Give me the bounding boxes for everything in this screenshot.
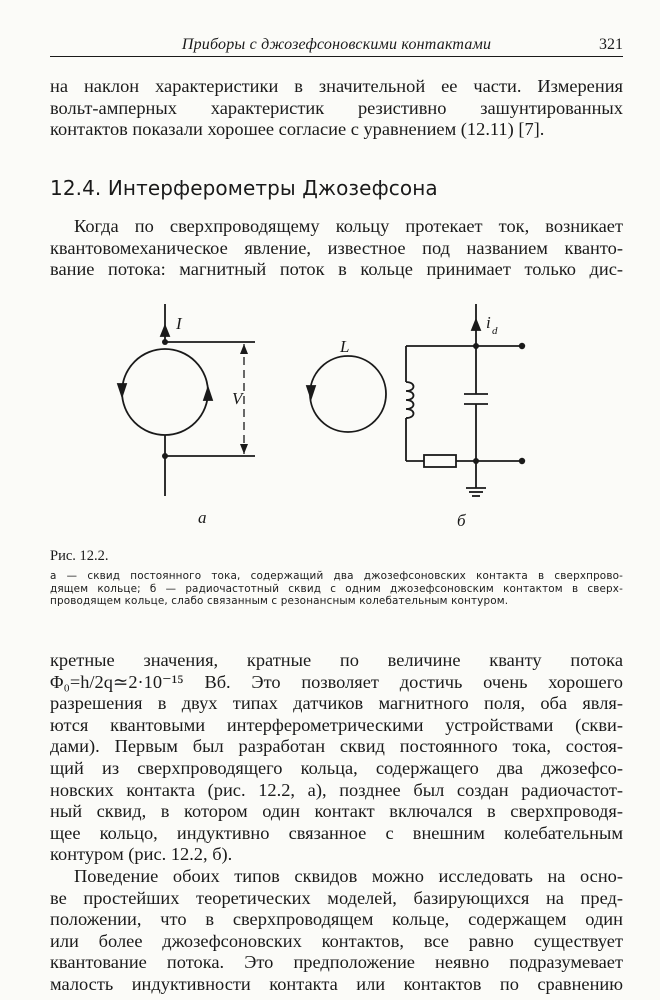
current-arrow-icon — [161, 326, 169, 336]
page-number: 321 — [599, 36, 623, 53]
junction-left-icon — [118, 384, 126, 396]
text-line: квантовомеханическое явление, известное под названием кванто- — [50, 237, 623, 258]
running-title: Приборы с джозефсоновскими контактами — [181, 36, 492, 53]
text-line: ются квантовыми интерферометрическими устройствами (скви- — [50, 714, 623, 735]
figure-caption — [50, 570, 623, 608]
junction-icon — [307, 386, 315, 398]
figure-caption-title: Рис. 12.2. — [50, 548, 109, 564]
text-line: Когда по сверхпроводящему кольцу протекает ток, возникает — [74, 216, 623, 236]
tank-circuit — [406, 304, 522, 496]
caption-line: а — сквид постоянного тока, содержащий два джозефсоновских контакта в сверхпрово- — [50, 570, 623, 582]
text-line: или более джозефсоновских контактов, все равно существует — [50, 930, 623, 951]
figure-squid-schematics — [100, 296, 560, 536]
resistor — [424, 455, 456, 467]
text-line: щий из сверхпроводящего кольца, содержащего два джозефсо- — [50, 757, 623, 778]
text-line: разрешения в двух типах датчиков магнитного поля, оба явля- — [50, 693, 623, 714]
paragraph-main — [50, 650, 623, 866]
label-inductance-L: L — [340, 337, 350, 356]
text-line: ве простейших теоретических моделей, базирующихся на пред- — [50, 887, 623, 908]
text-line: вольт-амперных характеристик резистивно зашунтированных — [50, 97, 623, 118]
paragraph-continuation — [50, 76, 623, 141]
rf-squid-ring — [307, 356, 386, 432]
text-line: квантование потока. Это предположение неявно подразумевает — [50, 952, 623, 973]
text-line: дами). Первым был разработан сквид постоянного тока, состоя- — [50, 736, 623, 757]
text-line: на наклон характеристики в значительной ее части. Измерения — [50, 76, 623, 96]
text-line: контактов показали хорошее согласие с уравнением (12.11) [7]. — [50, 119, 545, 140]
label-current-i: i — [486, 313, 491, 332]
text-line: Φ₀=h/2q≃2·10⁻¹⁵ Вб. Это позволяет достичь очень хорошего — [50, 671, 623, 692]
paragraph-last — [50, 866, 623, 996]
inductor-coil — [406, 382, 414, 418]
text-line: положении, что в сверхпроводящем кольце, содержащем один — [50, 909, 623, 930]
label-voltage-V: V — [232, 389, 243, 408]
junction-right-icon — [204, 388, 212, 400]
text-line: Поведение обоих типов сквидов можно исследовать на осно- — [74, 866, 623, 886]
label-current-subscript: d — [492, 325, 498, 337]
circuit-diagram — [100, 296, 560, 536]
text-line: вание потока: магнитный поток в кольце принимает только дис- — [50, 259, 623, 280]
text-line: щее кольцо, индуктивно связанное с внешним колебательным — [50, 822, 623, 843]
section-heading: 12.4. Интерферометры Джозефсона — [50, 176, 438, 200]
caption-line: проводящем кольце, слабо связанным с резонансным колебательным контуром. — [50, 595, 509, 608]
label-subfigure-a: а — [198, 508, 207, 527]
text-line: новских контакта (рис. 12.2, а), позднее был создан радиочастот- — [50, 779, 623, 800]
text-line: ный сквид, в котором один контакт включался в сверхпроводя- — [50, 801, 623, 822]
text-line: контуром (рис. 12.2, б). — [50, 844, 233, 865]
running-header — [50, 34, 623, 57]
drive-current-arrow-icon — [472, 320, 480, 330]
nodes — [162, 339, 525, 464]
label-subfigure-b: б — [457, 511, 466, 530]
text-line: кретные значения, кратные по величине кванту потока — [50, 650, 623, 670]
superconducting-ring-a — [122, 349, 208, 435]
superconducting-ring-b — [310, 356, 386, 432]
paragraph-intro — [50, 216, 623, 281]
text-line: малость индуктивности контакта или контактов по сравнению — [50, 973, 623, 994]
caption-line: дящем кольце; б — радиочастотный сквид с одним джозефсоновским контактом в сверх- — [50, 582, 623, 595]
label-current-I: I — [176, 314, 182, 333]
